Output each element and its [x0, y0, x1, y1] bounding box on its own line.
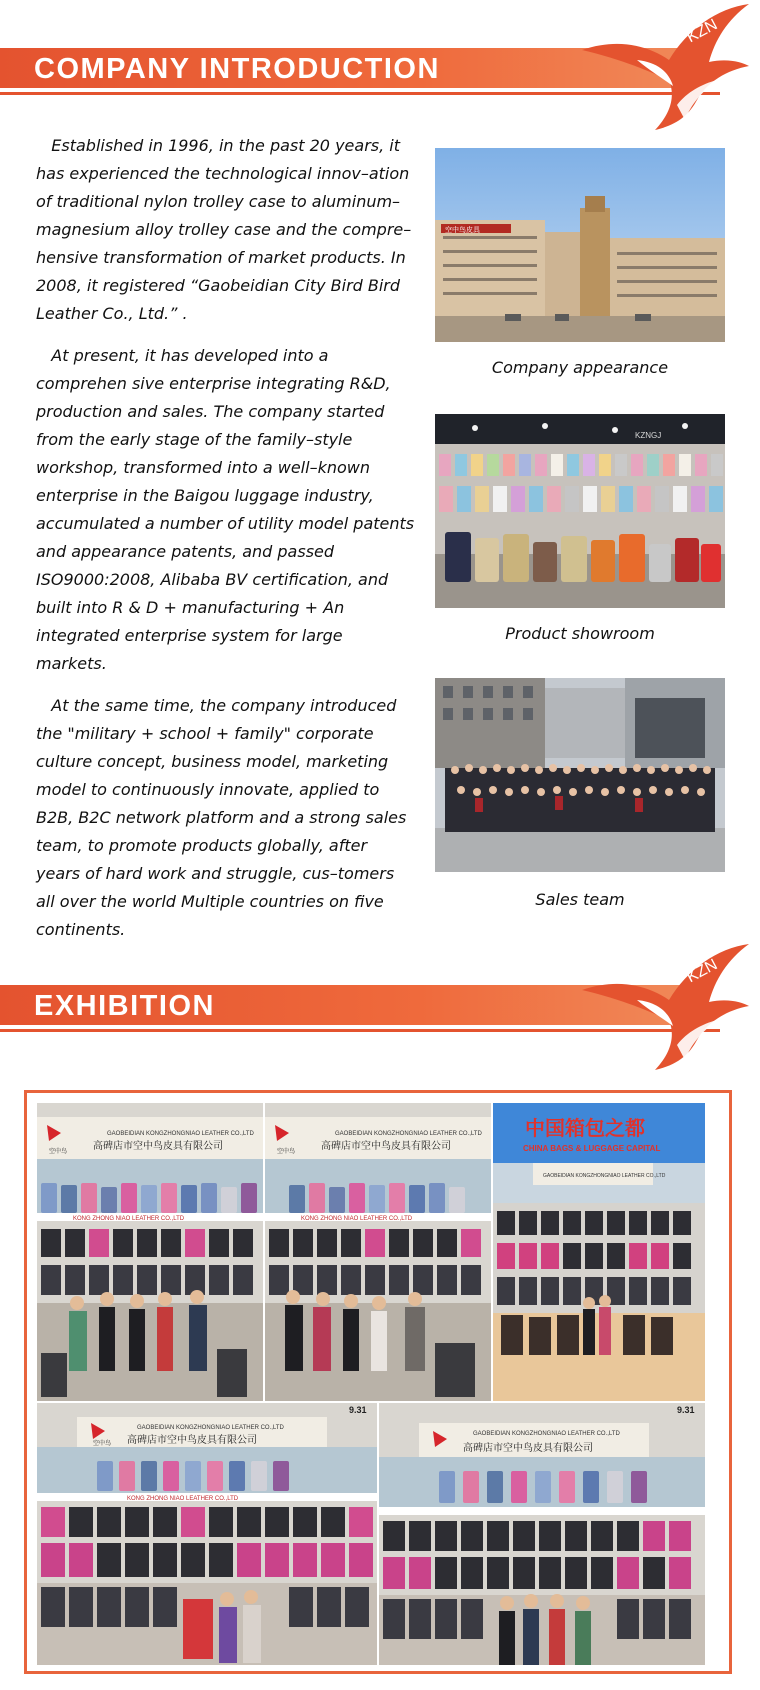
exhibition-photo-1	[37, 1103, 263, 1401]
building-sign: 空中鸟皮具	[445, 226, 480, 234]
intro-paragraph-2: At present, it has developed into a comprehen sive enterprise integrating R&D, production and sales. The company started from the early stage of the family–style workshop, transformed into a well–known enterprise in the Baigou luggage industry, accumulated a number of utility model patents and appearance patents, and passed ISO9000:2008, Alibaba BV certification, and built into R & D + manufacturing + An integrated enterprise system for large markets.	[36, 346, 415, 673]
photo-caption-product-showroom: Product showroom	[505, 624, 655, 643]
kzn-bird-logo-icon	[577, 940, 752, 1080]
shelf-banner: KONG ZHONG NIAO LEATHER CO.,LTD	[73, 1216, 185, 1222]
fair-title-cn: 中国箱包之都	[525, 1116, 645, 1140]
brand-name-cn: 空中鸟	[93, 1440, 112, 1447]
photo-caption-sales-team: Sales team	[535, 890, 625, 909]
exhibition-photo-frame	[24, 1090, 732, 1674]
intro-paragraph-3: At the same time, the company introduced the "military + school + family" corporate culture concept, business model, marketing model to continuously innovate, applied to B2B, B2C network platform and a strong sales team, to promote products globally, after years of hard work and struggle, cus–tomers all over the world Multiple countries on five continents.	[36, 696, 407, 939]
booth-name-cn: 高碑店市空中鸟皮具有限公司	[321, 1141, 451, 1152]
logo-text: KZN	[684, 16, 721, 47]
exhibition-photo-5	[379, 1403, 705, 1665]
company-appearance-photo	[435, 148, 725, 342]
sales-team-photo	[435, 678, 725, 872]
section-title: EXHIBITION	[34, 990, 215, 1022]
exhibition-photo-2	[265, 1103, 491, 1401]
shelf-banner: KONG ZHONG NIAO LEATHER CO.,LTD	[127, 1496, 239, 1502]
logo-text: KZN	[684, 956, 721, 987]
booth-name-en: GAOBEIDIAN KONGZHONGNIAO LEATHER CO.,LTD	[473, 1431, 620, 1437]
intro-banner	[0, 0, 760, 140]
kzn-bird-logo-icon	[577, 0, 752, 140]
showroom-sign: KZNGJ	[635, 431, 662, 440]
exhibition-banner	[0, 940, 760, 1080]
shelf-banner: KONG ZHONG NIAO LEATHER CO.,LTD	[301, 1216, 413, 1222]
photo-date-mark: 9.31	[349, 1405, 367, 1415]
booth-name-en: GAOBEIDIAN KONGZHONGNIAO LEATHER CO.,LTD	[107, 1131, 254, 1137]
fair-title-en: CHINA BAGS & LUGGAGE CAPITAL	[523, 1144, 661, 1153]
exhibition-photo-3	[493, 1103, 705, 1401]
booth-name-en: GAOBEIDIAN KONGZHONGNIAO LEATHER CO.,LTD	[543, 1173, 666, 1179]
section-title: COMPANY INTRODUCTION	[34, 53, 440, 85]
brand-name-cn: 空中鸟	[277, 1148, 296, 1155]
intro-paragraph-1: Established in 1996, in the past 20 years, it has experienced the technological innov–ation of traditional nylon trolley case to aluminum–magnesium alloy trolley case and the compre–hensive transformation of market products. In 2008, it registered “Gaobeidian City Bird Bird Leather Co., Ltd.” .	[36, 136, 412, 323]
product-showroom-photo	[435, 414, 725, 608]
booth-name-cn: 高碑店市空中鸟皮具有限公司	[93, 1141, 223, 1152]
photo-date-mark: 9.31	[677, 1405, 695, 1415]
booth-name-cn: 高碑店市空中鸟皮具有限公司	[127, 1435, 257, 1446]
booth-name-cn: 高碑店市空中鸟皮具有限公司	[463, 1443, 593, 1454]
brand-name-cn: 空中鸟	[49, 1148, 68, 1155]
exhibition-photo-4	[37, 1403, 377, 1665]
photo-caption-company-appearance: Company appearance	[491, 358, 669, 377]
booth-name-en: GAOBEIDIAN KONGZHONGNIAO LEATHER CO.,LTD	[137, 1425, 284, 1431]
booth-name-en: GAOBEIDIAN KONGZHONGNIAO LEATHER CO.,LTD	[335, 1131, 482, 1137]
